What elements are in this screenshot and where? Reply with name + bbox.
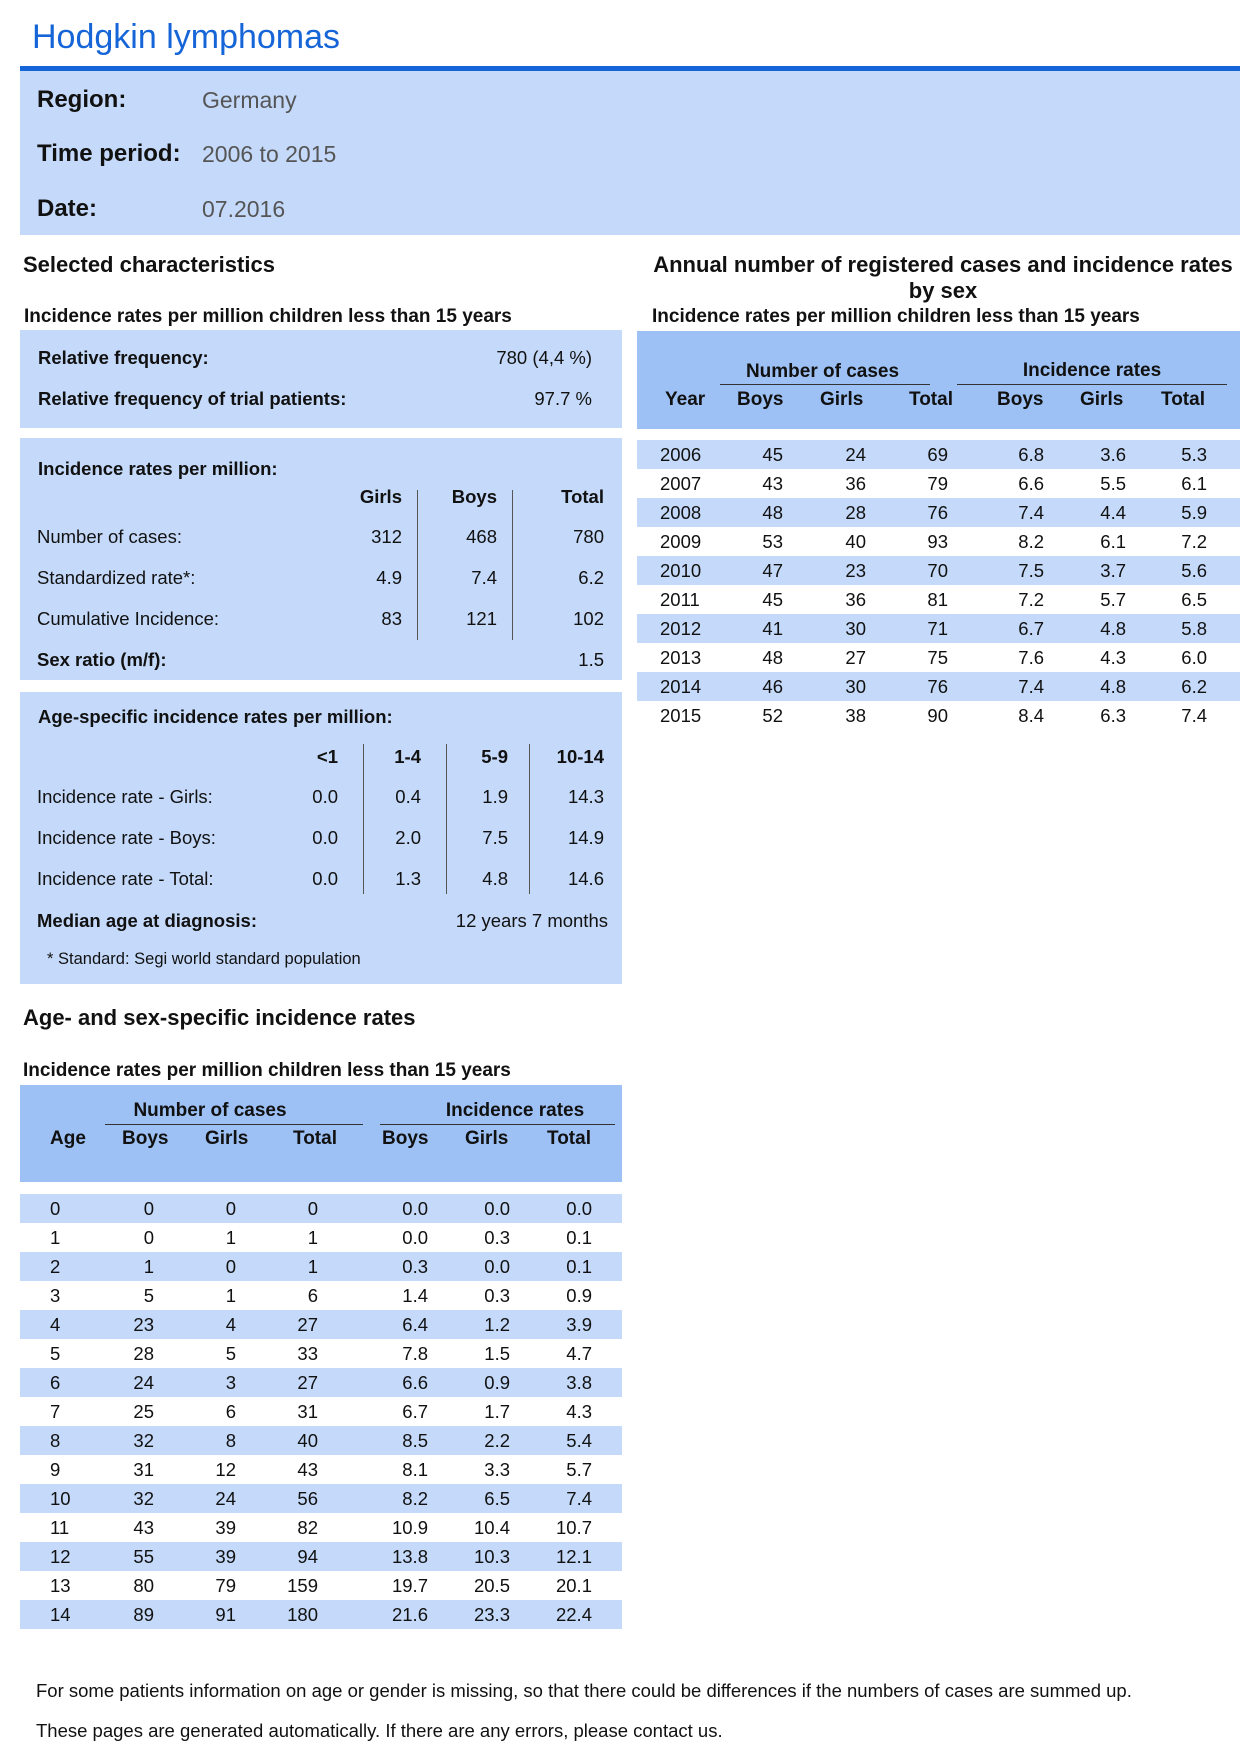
agesex-table-cell: 21.6 bbox=[391, 1604, 428, 1625]
agesex-table-cell: 25 bbox=[133, 1401, 154, 1422]
agesex-table-cell: 10.7 bbox=[555, 1517, 592, 1538]
annual-subheading: Incidence rates per million children less than 15 years bbox=[652, 306, 1140, 327]
agesex-table-cell: 23.3 bbox=[473, 1604, 510, 1625]
agesex-table-cell: 5 bbox=[225, 1343, 236, 1364]
agesex-table-cell: 80 bbox=[133, 1575, 154, 1596]
agesex-table-cell: 0 bbox=[50, 1198, 61, 1219]
annual-col-total: Total bbox=[909, 389, 953, 410]
agesex-table-cell: 1.7 bbox=[484, 1401, 510, 1422]
annual-group-rates-rule bbox=[957, 384, 1227, 385]
agesex-table-cell: 3 bbox=[50, 1285, 61, 1306]
period-value: 2006 to 2015 bbox=[202, 140, 337, 167]
age-cell: 1.3 bbox=[395, 868, 421, 889]
annual-table-row bbox=[637, 614, 1240, 643]
annual-table-row bbox=[637, 643, 1240, 672]
agesex-heading: Age- and sex-specific incidence rates bbox=[23, 1005, 416, 1030]
agesex-table-cell: 1.4 bbox=[402, 1285, 428, 1306]
rates-cell: 468 bbox=[466, 526, 497, 547]
agesex-table-cell: 8.2 bbox=[402, 1488, 428, 1509]
annual-table-cell: 6.0 bbox=[1181, 647, 1207, 668]
annual-table-cell: 6.5 bbox=[1181, 589, 1207, 610]
agesex-table-cell: 1.2 bbox=[484, 1314, 510, 1335]
age-cell: 14.9 bbox=[567, 827, 604, 848]
annual-table-cell: 93 bbox=[927, 531, 948, 552]
rates-cell: 4.9 bbox=[376, 567, 402, 588]
annual-table-cell: 79 bbox=[927, 473, 948, 494]
age-cell: 1.9 bbox=[482, 786, 508, 807]
agesex-table-row bbox=[20, 1484, 622, 1513]
age-cell: 4.8 bbox=[482, 868, 508, 889]
annual-table-cell: 5.7 bbox=[1100, 589, 1126, 610]
annual-table-cell: 70 bbox=[927, 560, 948, 581]
annual-heading bbox=[638, 252, 1248, 304]
age-cell: 0.0 bbox=[312, 827, 338, 848]
annual-table-cell: 47 bbox=[762, 560, 783, 581]
age-rates-heading: Age-specific incidence rates per million: bbox=[38, 706, 393, 727]
agesex-table-cell: 1 bbox=[50, 1227, 61, 1248]
agesex-table-cell: 0.0 bbox=[484, 1256, 510, 1277]
annual-table-cell: 7.4 bbox=[1018, 676, 1044, 697]
agesex-table-cell: 5.7 bbox=[566, 1459, 592, 1480]
annual-table-cell: 53 bbox=[762, 531, 783, 552]
agesex-table-cell: 1 bbox=[307, 1227, 318, 1248]
agesex-table-cell: 4 bbox=[225, 1314, 236, 1335]
agesex-table-row bbox=[20, 1455, 622, 1484]
agesex-col-rate-total: Total bbox=[547, 1128, 591, 1149]
annual-table-cell: 81 bbox=[927, 589, 948, 610]
agesex-table-cell: 28 bbox=[133, 1343, 154, 1364]
agesex-table-cell: 24 bbox=[133, 1372, 154, 1393]
annual-table-cell: 5.5 bbox=[1100, 473, 1126, 494]
annual-table-cell: 2008 bbox=[660, 502, 702, 523]
annual-table-cell: 7.6 bbox=[1018, 647, 1044, 668]
agesex-table-cell: 4.7 bbox=[566, 1343, 592, 1364]
agesex-table-cell: 89 bbox=[133, 1604, 154, 1625]
annual-col-rate-total: Total bbox=[1161, 389, 1205, 410]
annual-group-cases: Number of cases bbox=[745, 361, 900, 382]
rates-cell: 6.2 bbox=[578, 567, 604, 588]
agesex-table-cell: 10 bbox=[50, 1488, 71, 1509]
agesex-table-row bbox=[20, 1194, 622, 1223]
annual-table-cell: 5.6 bbox=[1181, 560, 1207, 581]
agesex-table-cell: 4.3 bbox=[566, 1401, 592, 1422]
annual-table-cell: 28 bbox=[845, 502, 866, 523]
annual-table-cell: 41 bbox=[762, 618, 783, 639]
annual-table-cell: 45 bbox=[762, 444, 783, 465]
annual-col-year: Year bbox=[665, 389, 706, 410]
agesex-table-row bbox=[20, 1281, 622, 1310]
annual-table-row bbox=[637, 440, 1240, 469]
sex-ratio-value: 1.5 bbox=[578, 649, 604, 670]
agesex-table-cell: 31 bbox=[297, 1401, 318, 1422]
agesex-table-cell: 3.9 bbox=[566, 1314, 592, 1335]
annual-table-cell: 6.1 bbox=[1100, 531, 1126, 552]
age-col-10-14: 10-14 bbox=[556, 746, 604, 767]
agesex-table-cell: 0.0 bbox=[566, 1198, 592, 1219]
rates-heading: Incidence rates per million: bbox=[38, 458, 278, 479]
annual-table-cell: 76 bbox=[927, 676, 948, 697]
footer-contact-note: These pages are generated automatically. If there are any errors, please contact us. bbox=[36, 1720, 723, 1741]
annual-heading-line2: by sex bbox=[908, 278, 978, 303]
annual-table-cell: 46 bbox=[762, 676, 783, 697]
annual-table-cell: 5.8 bbox=[1181, 618, 1207, 639]
agesex-table-cell: 13 bbox=[50, 1575, 71, 1596]
annual-table-cell: 4.4 bbox=[1100, 502, 1126, 523]
selected-characteristics-heading: Selected characteristics bbox=[23, 252, 275, 277]
frequency-panel bbox=[20, 330, 622, 428]
agesex-table-cell: 8 bbox=[50, 1430, 61, 1451]
rates-cell: 312 bbox=[371, 526, 402, 547]
agesex-table-cell: 3 bbox=[225, 1372, 236, 1393]
agesex-table-cell: 12.1 bbox=[555, 1546, 592, 1567]
date-row bbox=[37, 194, 285, 224]
agesex-table-cell: 6.6 bbox=[402, 1372, 428, 1393]
annual-table-header bbox=[637, 331, 1240, 429]
annual-table-cell: 6.1 bbox=[1181, 473, 1207, 494]
annual-table-cell: 75 bbox=[927, 647, 948, 668]
rates-row-label: Standardized rate*: bbox=[37, 567, 196, 588]
rates-row-label: Cumulative Incidence: bbox=[37, 608, 220, 629]
age-col-lt1: <1 bbox=[316, 746, 338, 767]
annual-table-cell: 71 bbox=[927, 618, 948, 639]
annual-table-cell: 8.4 bbox=[1018, 705, 1044, 726]
annual-table-cell: 2013 bbox=[660, 647, 702, 668]
agesex-table-cell: 14 bbox=[50, 1604, 71, 1625]
age-cell: 0.0 bbox=[312, 786, 338, 807]
agesex-col-boys: Boys bbox=[122, 1128, 169, 1149]
agesex-table-cell: 11 bbox=[50, 1517, 70, 1538]
agesex-table-cell: 1 bbox=[225, 1285, 236, 1306]
agesex-table-cell: 0.9 bbox=[566, 1285, 592, 1306]
agesex-table-cell: 13.8 bbox=[391, 1546, 428, 1567]
relative-frequency-value: 780 (4,4 %) bbox=[496, 347, 592, 368]
agesex-table-cell: 0 bbox=[143, 1198, 154, 1219]
annual-table-row bbox=[637, 701, 1240, 730]
agesex-table-cell: 55 bbox=[133, 1546, 154, 1567]
agesex-table-cell: 12 bbox=[50, 1546, 71, 1567]
annual-table-cell: 27 bbox=[845, 647, 866, 668]
trial-frequency-value: 97.7 % bbox=[534, 388, 592, 409]
annual-group-cases-rule bbox=[720, 384, 930, 385]
agesex-table-cell: 4 bbox=[50, 1314, 61, 1335]
agesex-table-cell: 6 bbox=[50, 1372, 61, 1393]
annual-table-cell: 6.8 bbox=[1018, 444, 1044, 465]
agesex-table-row bbox=[20, 1339, 622, 1368]
annual-table-cell: 36 bbox=[845, 473, 866, 494]
agesex-table-cell: 39 bbox=[215, 1546, 236, 1567]
annual-table-cell: 52 bbox=[762, 705, 783, 726]
agesex-table-row bbox=[20, 1252, 622, 1281]
annual-table-cell: 4.8 bbox=[1100, 618, 1126, 639]
agesex-table-cell: 32 bbox=[133, 1430, 154, 1451]
annual-table-cell: 2007 bbox=[660, 473, 702, 494]
rates-col-total: Total bbox=[561, 486, 604, 507]
agesex-table-cell: 7.8 bbox=[402, 1343, 428, 1364]
annual-group-rates: Incidence rates bbox=[1022, 360, 1162, 381]
agesex-table-cell: 82 bbox=[297, 1517, 318, 1538]
annual-table-cell: 2009 bbox=[660, 531, 702, 552]
region-row bbox=[37, 85, 297, 115]
agesex-table-cell: 23 bbox=[133, 1314, 154, 1335]
annual-table-cell: 2011 bbox=[660, 589, 700, 610]
annual-table-cell: 3.7 bbox=[1100, 560, 1126, 581]
annual-table-cell: 2012 bbox=[660, 618, 702, 639]
agesex-table-cell: 0.0 bbox=[402, 1227, 428, 1248]
agesex-table-cell: 2 bbox=[50, 1256, 61, 1277]
rates-cell: 780 bbox=[573, 526, 604, 547]
region-value: Germany bbox=[202, 86, 297, 113]
agesex-table-cell: 20.1 bbox=[555, 1575, 592, 1596]
incidence-rates-panel bbox=[20, 438, 622, 680]
agesex-table-cell: 79 bbox=[215, 1575, 236, 1596]
agesex-table-cell: 159 bbox=[287, 1575, 318, 1596]
age-row-label: Incidence rate - Girls: bbox=[37, 786, 213, 807]
agesex-table-cell: 10.3 bbox=[473, 1546, 510, 1567]
age-cell: 0.4 bbox=[395, 786, 421, 807]
annual-table-cell: 36 bbox=[845, 589, 866, 610]
annual-table-row bbox=[637, 585, 1240, 614]
left-subheading: Incidence rates per million children less than 15 years bbox=[24, 306, 512, 327]
sex-ratio-label: Sex ratio (m/f): bbox=[37, 649, 167, 670]
age-cell: 7.5 bbox=[482, 827, 508, 848]
age-col-1-4: 1-4 bbox=[394, 746, 421, 767]
agesex-table-row bbox=[20, 1542, 622, 1571]
annual-table-cell: 30 bbox=[845, 676, 866, 697]
annual-table-cell: 6.7 bbox=[1018, 618, 1044, 639]
period-label: Time period: bbox=[37, 140, 181, 167]
annual-table-cell: 4.3 bbox=[1100, 647, 1126, 668]
agesex-table-cell: 1 bbox=[307, 1256, 318, 1277]
agesex-table-cell: 0.3 bbox=[484, 1285, 510, 1306]
age-row-label: Incidence rate - Boys: bbox=[37, 827, 216, 848]
footer-missing-note: For some patients information on age or gender is missing, so that there could be differences if the numbers of cases are summed up. bbox=[36, 1680, 1132, 1701]
agesex-table-cell: 94 bbox=[297, 1546, 318, 1567]
annual-table-cell: 3.6 bbox=[1100, 444, 1126, 465]
annual-table-cell: 2015 bbox=[660, 705, 702, 726]
annual-table-cell: 45 bbox=[762, 589, 783, 610]
agesex-table-row bbox=[20, 1571, 622, 1600]
agesex-subheading: Incidence rates per million children less than 15 years bbox=[23, 1060, 511, 1081]
agesex-table-cell: 12 bbox=[215, 1459, 236, 1480]
agesex-table-cell: 19.7 bbox=[391, 1575, 428, 1596]
agesex-table-cell: 10.9 bbox=[391, 1517, 428, 1538]
annual-table-cell: 38 bbox=[845, 705, 866, 726]
agesex-table-cell: 0.0 bbox=[484, 1198, 510, 1219]
agesex-table-cell: 7 bbox=[50, 1401, 61, 1422]
age-cell: 14.3 bbox=[567, 786, 604, 807]
annual-table-row bbox=[637, 527, 1240, 556]
annual-heading-line1: Annual number of registered cases and incidence rates bbox=[653, 252, 1233, 277]
rates-cell: 102 bbox=[573, 608, 604, 629]
agesex-table-cell: 8 bbox=[225, 1430, 236, 1451]
agesex-table-cell: 1 bbox=[225, 1227, 236, 1248]
annual-table-cell: 48 bbox=[762, 502, 783, 523]
agesex-table-cell: 6.4 bbox=[402, 1314, 428, 1335]
agesex-table-cell: 31 bbox=[133, 1459, 154, 1480]
agesex-table-cell: 0 bbox=[225, 1256, 236, 1277]
region-label: Region: bbox=[37, 86, 127, 113]
annual-col-girls: Girls bbox=[820, 389, 864, 410]
age-cell: 0.0 bbox=[312, 868, 338, 889]
agesex-table-cell: 20.5 bbox=[473, 1575, 510, 1596]
agesex-table-cell: 0.0 bbox=[402, 1198, 428, 1219]
agesex-table-row bbox=[20, 1368, 622, 1397]
annual-table-cell: 6.6 bbox=[1018, 473, 1044, 494]
annual-table-cell: 5.9 bbox=[1181, 502, 1207, 523]
age-cell: 2.0 bbox=[395, 827, 421, 848]
age-col-5-9: 5-9 bbox=[481, 746, 508, 767]
annual-table-cell: 24 bbox=[845, 444, 866, 465]
age-specific-panel bbox=[20, 692, 622, 984]
annual-table-cell: 8.2 bbox=[1018, 531, 1044, 552]
annual-table-row bbox=[637, 469, 1240, 498]
agesex-table-cell: 0.1 bbox=[566, 1227, 592, 1248]
agesex-table-cell: 27 bbox=[297, 1314, 318, 1335]
agesex-table-cell: 1 bbox=[143, 1256, 154, 1277]
annual-table-cell: 7.2 bbox=[1018, 589, 1044, 610]
agesex-table-cell: 2.2 bbox=[484, 1430, 510, 1451]
annual-table-cell: 2010 bbox=[660, 560, 702, 581]
annual-table-cell: 6.3 bbox=[1100, 705, 1126, 726]
agesex-table-cell: 180 bbox=[287, 1604, 318, 1625]
agesex-table-cell: 40 bbox=[297, 1430, 318, 1451]
rates-col-girls: Girls bbox=[359, 486, 402, 507]
agesex-table-cell: 5 bbox=[143, 1285, 154, 1306]
agesex-table-cell: 0.9 bbox=[484, 1372, 510, 1393]
agesex-table-cell: 0 bbox=[307, 1198, 318, 1219]
agesex-table-cell: 0.3 bbox=[484, 1227, 510, 1248]
agesex-table-cell: 43 bbox=[133, 1517, 154, 1538]
agesex-col-total: Total bbox=[293, 1128, 337, 1149]
agesex-col-rate-boys: Boys bbox=[382, 1128, 429, 1149]
median-age-value: 12 years 7 months bbox=[455, 910, 608, 931]
date-value: 07.2016 bbox=[202, 195, 286, 222]
annual-table-cell: 48 bbox=[762, 647, 783, 668]
relative-frequency-label: Relative frequency: bbox=[38, 347, 209, 368]
agesex-table-cell: 8.1 bbox=[402, 1459, 428, 1480]
agesex-table-cell: 6 bbox=[307, 1285, 318, 1306]
annual-table-row bbox=[637, 498, 1240, 527]
annual-table-cell: 5.3 bbox=[1181, 444, 1207, 465]
agesex-table-row bbox=[20, 1600, 622, 1629]
agesex-col-girls: Girls bbox=[205, 1128, 249, 1149]
annual-table-cell: 43 bbox=[762, 473, 783, 494]
agesex-table-cell: 6 bbox=[225, 1401, 236, 1422]
annual-table-cell: 7.4 bbox=[1018, 502, 1044, 523]
agesex-group-cases-rule bbox=[105, 1124, 363, 1125]
agesex-table-row bbox=[20, 1223, 622, 1252]
agesex-table-cell: 5 bbox=[50, 1343, 61, 1364]
agesex-table-cell: 33 bbox=[297, 1343, 318, 1364]
rates-row-label: Number of cases: bbox=[37, 526, 182, 547]
agesex-table-cell: 5.4 bbox=[566, 1430, 592, 1451]
period-row bbox=[37, 139, 336, 169]
agesex-table-cell: 7.4 bbox=[566, 1488, 592, 1509]
agesex-table-cell: 0.3 bbox=[402, 1256, 428, 1277]
annual-table-cell: 69 bbox=[927, 444, 948, 465]
agesex-table-cell: 9 bbox=[50, 1459, 61, 1480]
annual-table-cell: 4.8 bbox=[1100, 676, 1126, 697]
agesex-table-row bbox=[20, 1310, 622, 1339]
meta-panel bbox=[20, 71, 1240, 235]
annual-table-cell: 2014 bbox=[660, 676, 702, 697]
annual-table-cell: 7.5 bbox=[1018, 560, 1044, 581]
agesex-table-cell: 22.4 bbox=[555, 1604, 592, 1625]
annual-table-cell: 2006 bbox=[660, 444, 702, 465]
agesex-table-header bbox=[20, 1085, 622, 1182]
annual-table-cell: 23 bbox=[845, 560, 866, 581]
trial-frequency-label: Relative frequency of trial patients: bbox=[38, 388, 347, 409]
agesex-table-cell: 56 bbox=[297, 1488, 318, 1509]
agesex-table-cell: 43 bbox=[297, 1459, 318, 1480]
annual-table-cell: 7.4 bbox=[1181, 705, 1207, 726]
agesex-table-cell: 24 bbox=[215, 1488, 236, 1509]
date-label: Date: bbox=[37, 195, 98, 222]
agesex-group-rates-rule bbox=[380, 1124, 615, 1125]
annual-table-cell: 76 bbox=[927, 502, 948, 523]
agesex-table-cell: 6.5 bbox=[484, 1488, 510, 1509]
median-age-label: Median age at diagnosis: bbox=[37, 910, 257, 931]
agesex-col-rate-girls: Girls bbox=[465, 1128, 509, 1149]
agesex-table-cell: 39 bbox=[215, 1517, 236, 1538]
agesex-table-row bbox=[20, 1513, 622, 1542]
age-cell: 14.6 bbox=[567, 868, 604, 889]
agesex-table-cell: 3.3 bbox=[484, 1459, 510, 1480]
annual-table-row bbox=[637, 672, 1240, 701]
annual-col-boys: Boys bbox=[737, 389, 784, 410]
page-title: Hodgkin lymphomas bbox=[32, 18, 341, 56]
annual-table-cell: 90 bbox=[927, 705, 948, 726]
age-row-label: Incidence rate - Total: bbox=[37, 868, 214, 889]
agesex-group-rates: Incidence rates bbox=[445, 1100, 585, 1121]
annual-table-cell: 7.2 bbox=[1181, 531, 1207, 552]
agesex-table-cell: 10.4 bbox=[473, 1517, 510, 1538]
annual-table-cell: 40 bbox=[845, 531, 866, 552]
rates-cell: 7.4 bbox=[471, 567, 497, 588]
standard-footnote: * Standard: Segi world standard population bbox=[47, 950, 361, 968]
agesex-table-cell: 0 bbox=[225, 1198, 236, 1219]
rates-cell: 83 bbox=[381, 608, 402, 629]
agesex-group-cases: Number of cases bbox=[133, 1100, 287, 1121]
agesex-table-cell: 1.5 bbox=[484, 1343, 510, 1364]
agesex-table-cell: 32 bbox=[133, 1488, 154, 1509]
annual-col-rate-girls: Girls bbox=[1080, 389, 1124, 410]
annual-table-cell: 30 bbox=[845, 618, 866, 639]
agesex-table-cell: 0.1 bbox=[566, 1256, 592, 1277]
rates-col-boys: Boys bbox=[451, 486, 497, 507]
agesex-table-row bbox=[20, 1426, 622, 1455]
agesex-table-cell: 91 bbox=[215, 1604, 236, 1625]
rates-cell: 121 bbox=[466, 608, 497, 629]
annual-col-rate-boys: Boys bbox=[997, 389, 1044, 410]
agesex-col-age: Age bbox=[50, 1128, 86, 1149]
agesex-table-cell: 8.5 bbox=[402, 1430, 428, 1451]
agesex-table-cell: 0 bbox=[143, 1227, 154, 1248]
agesex-table-row bbox=[20, 1397, 622, 1426]
agesex-table-cell: 3.8 bbox=[566, 1372, 592, 1393]
annual-table-row bbox=[637, 556, 1240, 585]
annual-table-cell: 6.2 bbox=[1181, 676, 1207, 697]
agesex-table-cell: 6.7 bbox=[402, 1401, 428, 1422]
agesex-table-cell: 27 bbox=[297, 1372, 318, 1393]
